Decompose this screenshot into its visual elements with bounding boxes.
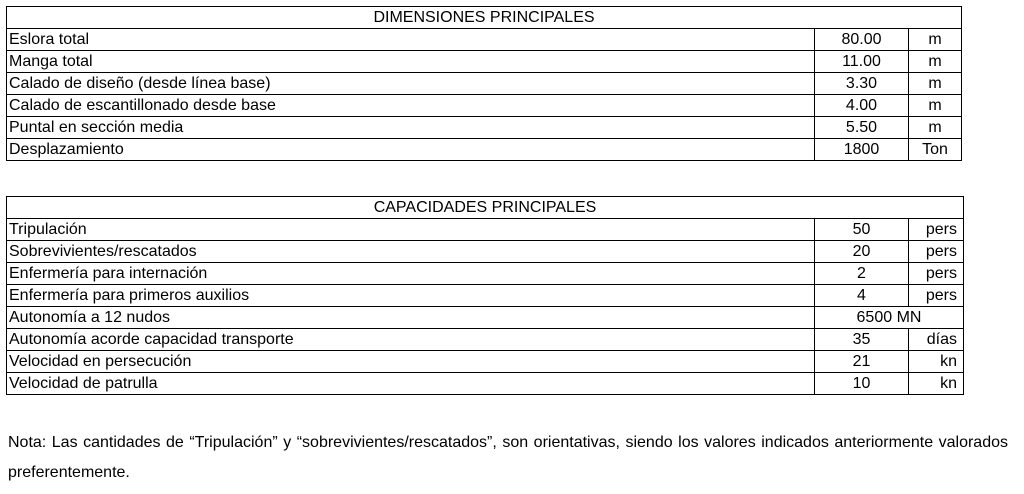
table-row: [7, 29, 962, 51]
note-paragraph: Nota: Las cantidades de “Tripulación” y “sobrevivientes/rescatados”, son orientativas, siendo los valores indicados anteriormente valorados preferentemente.: [8, 434, 1008, 481]
row-value: 4.00: [815, 95, 909, 117]
row-value: 10: [815, 373, 909, 395]
row-label: Sobrevivientes/rescatados: [7, 241, 815, 263]
row-label: Calado de escantillonado desde base: [7, 95, 815, 117]
row-unit: m: [909, 117, 962, 139]
row-label: Manga total: [7, 51, 815, 73]
row-unit: m: [909, 95, 962, 117]
row-label: Eslora total: [7, 29, 815, 51]
row-value: 2: [815, 263, 909, 285]
table-row: [7, 263, 964, 285]
capacidades-title: CAPACIDADES PRINCIPALES: [7, 197, 964, 219]
table-row: [7, 329, 964, 351]
row-unit: días: [909, 329, 964, 351]
dimensiones-table: [6, 6, 962, 161]
row-label: Calado de diseño (desde línea base): [7, 73, 815, 95]
row-label: Tripulación: [7, 219, 815, 241]
table-row: [7, 373, 964, 395]
row-unit: m: [909, 73, 962, 95]
row-unit: m: [909, 51, 962, 73]
row-label: Enfermería para primeros auxilios: [7, 285, 815, 307]
row-value: 20: [815, 241, 909, 263]
row-unit: pers: [909, 285, 964, 307]
row-label: Desplazamiento: [7, 139, 815, 161]
table-row: [7, 139, 962, 161]
table-row: [7, 73, 962, 95]
table-row: [7, 285, 964, 307]
row-unit: m: [909, 29, 962, 51]
row-value: 35: [815, 329, 909, 351]
dimensiones-title: DIMENSIONES PRINCIPALES: [7, 7, 962, 29]
row-unit: Ton: [909, 139, 962, 161]
row-value: 50: [815, 219, 909, 241]
row-label: Autonomía acorde capacidad transporte: [7, 329, 815, 351]
table-row: [7, 117, 962, 139]
row-label: Enfermería para internación: [7, 263, 815, 285]
row-value: 3.30: [815, 73, 909, 95]
row-label: Puntal en sección media: [7, 117, 815, 139]
row-unit: kn: [909, 351, 964, 373]
row-unit: pers: [909, 263, 964, 285]
table-row: [7, 351, 964, 373]
capacidades-table: [6, 196, 964, 395]
row-value: 1800: [815, 139, 909, 161]
row-label: Autonomía a 12 nudos: [7, 307, 815, 329]
row-value: 21: [815, 351, 909, 373]
row-value: 80.00: [815, 29, 909, 51]
row-unit: pers: [909, 219, 964, 241]
row-label: Velocidad en persecución: [7, 351, 815, 373]
table-row: [7, 241, 964, 263]
table-header-row: [7, 7, 962, 29]
row-unit: kn: [909, 373, 964, 395]
table-row: [7, 219, 964, 241]
table-row: [7, 51, 962, 73]
row-unit: pers: [909, 241, 964, 263]
row-label: Velocidad de patrulla: [7, 373, 815, 395]
table-row: [7, 307, 964, 329]
row-value: 5.50: [815, 117, 909, 139]
row-value: 4: [815, 285, 909, 307]
row-value: 11.00: [815, 51, 909, 73]
row-value-merged: 6500 MN: [815, 307, 964, 329]
table-header-row: [7, 197, 964, 219]
table-row: [7, 95, 962, 117]
